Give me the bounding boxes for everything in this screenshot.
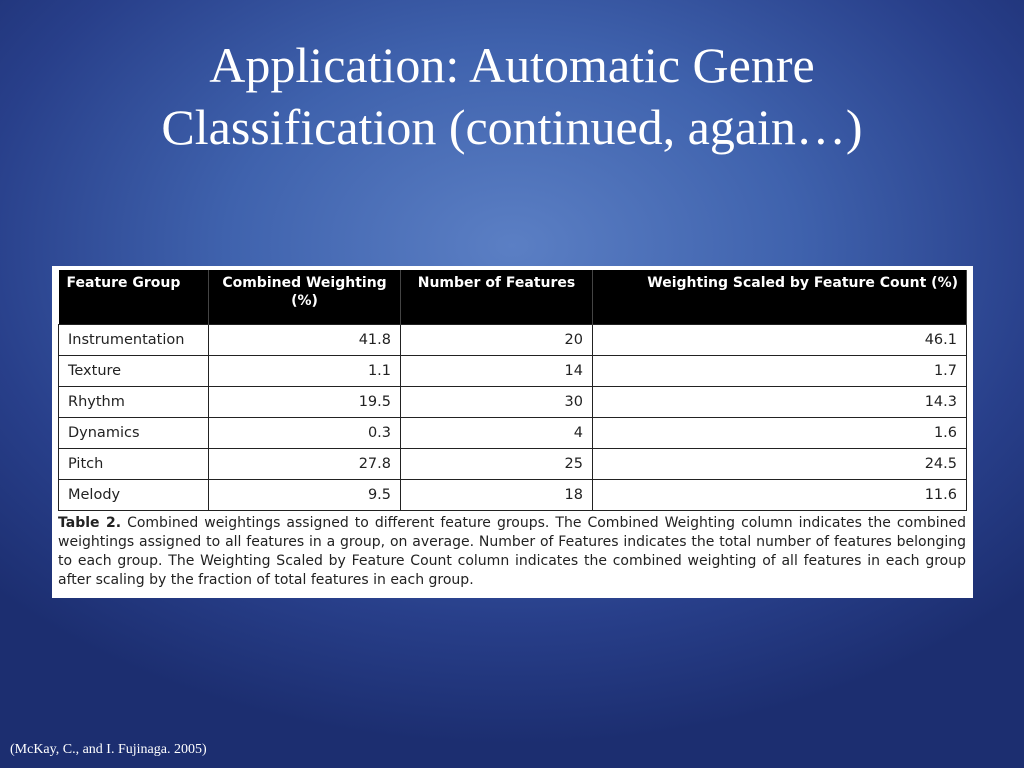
table-cell: Pitch [59, 449, 209, 480]
table-cell: Melody [59, 480, 209, 511]
column-header: Number of Features [401, 270, 593, 325]
table-cell: 25 [401, 449, 593, 480]
table-header-row [59, 270, 967, 325]
table-cell: 1.7 [593, 356, 967, 387]
table-caption [58, 514, 966, 590]
table-row [59, 325, 967, 356]
column-header: Feature Group [59, 270, 209, 325]
table-row [59, 449, 967, 480]
table-cell: 19.5 [209, 387, 401, 418]
table-cell: 14.3 [593, 387, 967, 418]
table-cell: 0.3 [209, 418, 401, 449]
table-caption-label: Table 2. [58, 515, 122, 531]
table-row [59, 480, 967, 511]
column-header: Combined Weighting (%) [209, 270, 401, 325]
table-cell: Instrumentation [59, 325, 209, 356]
table-cell: Dynamics [59, 418, 209, 449]
column-header: Weighting Scaled by Feature Count (%) [593, 270, 967, 325]
table-cell: 18 [401, 480, 593, 511]
table-cell: 11.6 [593, 480, 967, 511]
slide-title-line-1: Application: Automatic Genre [209, 37, 815, 93]
table-row [59, 418, 967, 449]
feature-weighting-table [58, 270, 967, 511]
table-cell: 46.1 [593, 325, 967, 356]
table-cell: 9.5 [209, 480, 401, 511]
table-cell: Rhythm [59, 387, 209, 418]
slide-title-line-2: Classification (continued, again…) [161, 99, 863, 155]
table-cell: 14 [401, 356, 593, 387]
table-caption-text: Combined weightings assigned to different feature groups. The Combined Weighting column indicates the combined weightings assigned to all features in a group, on average. Number of Features indicates the total number of features belonging to each group. The Weighting Scaled by Feature Count column indicates the combined weighting of all features in each group after scaling by the fraction of total features in each group. [58, 515, 966, 588]
table-figure [52, 266, 973, 598]
table-row [59, 356, 967, 387]
table-row [59, 387, 967, 418]
table-cell: 1.1 [209, 356, 401, 387]
table-cell: Texture [59, 356, 209, 387]
citation: (McKay, C., and I. Fujinaga. 2005) [10, 742, 207, 757]
table-cell: 30 [401, 387, 593, 418]
table-cell: 27.8 [209, 449, 401, 480]
table-cell: 4 [401, 418, 593, 449]
table-cell: 41.8 [209, 325, 401, 356]
table-cell: 20 [401, 325, 593, 356]
slide-title [0, 34, 1024, 158]
table-cell: 24.5 [593, 449, 967, 480]
table-cell: 1.6 [593, 418, 967, 449]
